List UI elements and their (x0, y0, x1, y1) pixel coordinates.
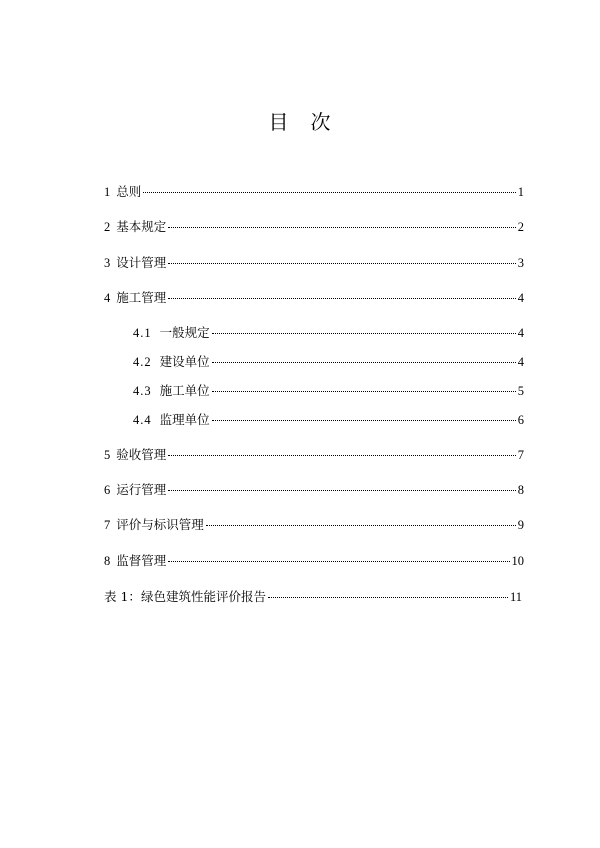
toc-leader-dots (168, 561, 509, 562)
toc-entry-4-4[interactable] (133, 412, 524, 428)
toc-text: 基本规定 (116, 219, 167, 234)
toc-text: 监督管理 (116, 553, 167, 568)
toc-entry-1[interactable] (104, 184, 524, 200)
toc-page-number: 4 (517, 326, 524, 340)
toc-number: 3 (104, 256, 111, 270)
toc-text: 建设单位 (159, 354, 210, 369)
toc-leader-dots (168, 263, 515, 264)
toc-number: 表 1： (104, 589, 141, 604)
toc-label (104, 219, 166, 235)
toc-entry-4-1[interactable] (133, 325, 524, 341)
toc-entry-6[interactable] (104, 482, 524, 498)
toc-label (104, 447, 166, 463)
toc-leader-dots (212, 391, 516, 392)
toc-number: 4.3 (133, 384, 152, 398)
toc-leader-dots (168, 490, 515, 491)
toc-entry-4-2[interactable] (133, 354, 524, 370)
toc-number: 6 (104, 483, 111, 497)
toc-leader-dots (168, 227, 515, 228)
toc-number: 4 (104, 291, 111, 305)
toc-entry-table-1[interactable] (104, 589, 522, 605)
toc-page-number: 4 (517, 291, 524, 305)
toc-number: 1 (104, 185, 111, 199)
toc-label (104, 184, 141, 200)
toc-number: 5 (104, 448, 111, 462)
toc-label (104, 517, 204, 533)
toc-entry-7[interactable] (104, 517, 524, 533)
toc-leader-dots (143, 192, 515, 193)
toc-text: 验收管理 (116, 447, 167, 462)
toc-text: 施工单位 (159, 383, 210, 398)
toc-label (104, 482, 166, 498)
toc-leader-dots (212, 333, 516, 334)
toc-entry-4-3[interactable] (133, 383, 524, 399)
toc-page-number: 3 (517, 256, 524, 270)
toc-text: 总则 (116, 184, 142, 199)
toc-leader-dots (168, 298, 515, 299)
toc-text: 运行管理 (116, 482, 167, 497)
toc-entry-5[interactable] (104, 447, 524, 463)
toc-page-number: 2 (517, 220, 524, 234)
toc-text: 评价与标识管理 (116, 517, 204, 532)
toc-label (104, 290, 166, 306)
toc-leader-dots (168, 455, 515, 456)
toc-entry-3[interactable] (104, 255, 524, 271)
toc-number: 4.4 (133, 413, 152, 427)
toc-leader-dots (268, 597, 508, 598)
toc-text: 绿色建筑性能评价报告 (140, 589, 266, 604)
toc-page-number: 1 (517, 185, 524, 199)
toc-entry-8[interactable] (104, 553, 524, 569)
page-title: 目 次 (268, 110, 332, 134)
toc-label (133, 383, 210, 399)
toc-page-number: 9 (517, 518, 524, 532)
toc-page-number: 7 (517, 448, 524, 462)
toc-page-number: 8 (517, 483, 524, 497)
toc-page-number: 10 (511, 554, 524, 568)
toc-number: 4.1 (133, 326, 152, 340)
toc-text: 设计管理 (116, 255, 167, 270)
toc-page-number: 4 (517, 355, 524, 369)
toc-number: 2 (104, 220, 111, 234)
toc-text: 一般规定 (159, 325, 210, 340)
toc-page-number: 6 (517, 413, 524, 427)
toc-number: 8 (104, 554, 111, 568)
toc-leader-dots (212, 420, 516, 421)
toc-number: 7 (104, 518, 111, 532)
toc-page-number: 5 (517, 384, 524, 398)
toc-entry-4[interactable] (104, 290, 524, 306)
toc-leader-dots (206, 525, 516, 526)
toc-number: 4.2 (133, 355, 152, 369)
toc-page-number: 11 (509, 590, 522, 604)
toc-leader-dots (212, 362, 516, 363)
toc-entry-2[interactable] (104, 219, 524, 235)
toc-label (104, 589, 266, 605)
toc-label (133, 412, 210, 428)
toc-text: 施工管理 (116, 290, 167, 305)
toc-text: 监理单位 (159, 412, 210, 427)
toc-label (104, 255, 166, 271)
toc-label (133, 325, 210, 341)
toc-label (133, 354, 210, 370)
toc-label (104, 553, 166, 569)
